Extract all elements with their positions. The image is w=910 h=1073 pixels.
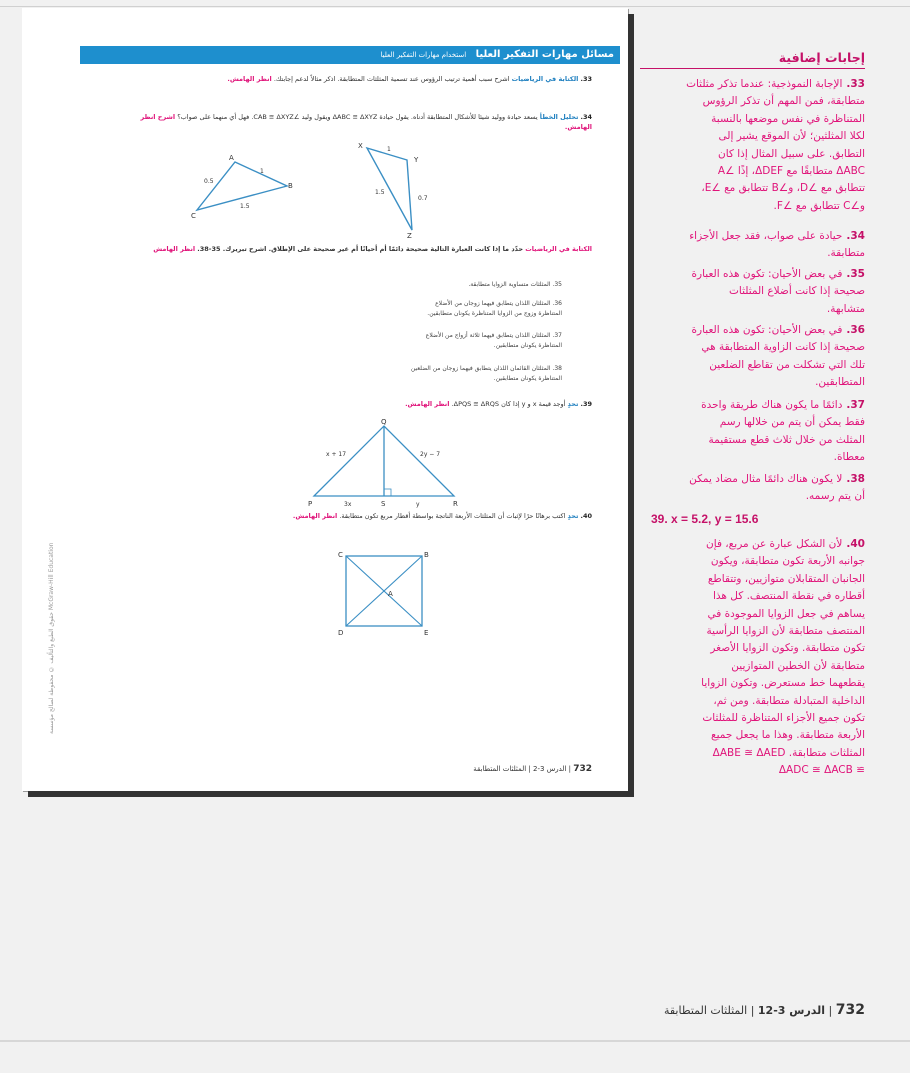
student-lesson: الدرس 3-2 xyxy=(533,765,567,773)
answer-35-line-2: متشابهة. xyxy=(826,302,865,315)
question-38-line1: 38. المثلثان القائمان اللذان يتطابق فيهما زوجان من الضلعين xyxy=(410,365,562,372)
answer-33-line-5: ΔABC متطابقًا مع ΔDEF، إذًا ∠A xyxy=(717,165,865,178)
answer-33-line-1: متطابقة، فمن المهم أن تذكر الرؤوس xyxy=(702,95,865,108)
answer-33 xyxy=(665,76,865,215)
answer-36-line-3: المتطابقين. xyxy=(815,376,865,389)
answer-34-line-1: متطابقة. xyxy=(827,247,865,260)
label-S: S xyxy=(381,500,386,508)
answer-40-number: 40. xyxy=(846,538,865,550)
q34-number: 34. xyxy=(580,113,592,121)
answer-36-number: 36. xyxy=(846,324,865,336)
answer-33-line-4: التطابق. على سبيل المثال إذا كان xyxy=(718,147,865,160)
q34-tag: تحليل الخطأ xyxy=(539,113,579,121)
question-35: 35. المثلثات متساوية الزوايا متطابقة. xyxy=(468,281,562,288)
label-P: P xyxy=(308,500,313,508)
label-E2: E xyxy=(424,629,429,637)
label-Q: Q xyxy=(381,418,387,426)
answer-37 xyxy=(665,397,865,467)
answer-34 xyxy=(665,228,865,263)
student-page-thumbnail xyxy=(22,8,628,791)
answer-40-line-4: يساهم في جعل الزوايا الموجودة في xyxy=(707,607,865,620)
banner-subtitle: استخدام مهارات التفكير العليا xyxy=(380,51,467,59)
side-xy: 1 xyxy=(387,146,391,153)
right-angle-mark xyxy=(384,489,391,496)
question-34 xyxy=(132,112,592,132)
answer-40-line-1: جوانبه الأربعة تكون متطابقة، ويكون xyxy=(710,555,865,568)
section-text: حدّد ما إذا كانت العبارة التالية صحيحة دائمًا أم أحيانًا أم غير صحيحة على الإطلاق. اشرح تبريرك. 35-38. xyxy=(197,245,524,253)
question-39 xyxy=(132,399,592,409)
q40-number: 40. xyxy=(580,512,592,520)
answer-40-line-2: الجانبان المتقابلان متوازيين، وتتقاطع xyxy=(707,572,865,585)
question-40 xyxy=(292,511,592,521)
q40-answer-ref: انظر الهامش. xyxy=(292,512,338,520)
student-page-footer: 732 | الدرس 3-2 | المثلثات المتطابقة xyxy=(473,764,592,774)
side-qr: 2y − 7 xyxy=(420,451,441,458)
lesson-label: الدرس 3-12 xyxy=(757,1004,826,1017)
question-37-line2: المتناظرة يكونان متطابقين. xyxy=(493,342,562,349)
answer-33-line-0: الإجابة النموذجية: عندما تذكر مثلثات xyxy=(686,78,843,90)
answer-33-number: 33. xyxy=(846,78,865,90)
section-instructions xyxy=(102,244,592,254)
answer-38-line-1: أن يتم رسمه. xyxy=(805,490,865,503)
student-lesson-title: المثلثات المتطابقة xyxy=(473,765,527,773)
q33-text: اشرح سبب أهمية ترتيب الرؤوس عند تسمية المثلثات المتطابقة. اذكر مثالاً لدعم إجابتك. xyxy=(273,75,510,83)
question-37-line1: 37. المثلثان اللذان يتطابق فيهما ثلاثة أزواج من الأضلاع xyxy=(425,332,562,339)
answer-37-line-2: المثلث من خلال ثلاث قطع مستقيمة xyxy=(708,433,865,446)
answer-40-line-5: المنتصف متطابقة لأن الزوايا الرأسية xyxy=(706,625,865,638)
answer-36-line-1: صحيحة إذا كانت الزاوية المتطابقة هي xyxy=(701,341,865,354)
question-36-line1: 36. المثلثان اللذان يتطابق فيهما زوجان من الأضلاع xyxy=(435,300,562,307)
q39-number: 39. xyxy=(580,400,592,408)
triangle-xyz xyxy=(367,148,412,230)
label-Y: Y xyxy=(414,156,419,164)
copyright-vertical: حقوق الطبع والتأليف © محفوظة لصالح مؤسسة McGraw-Hill Education xyxy=(48,542,55,734)
label-R: R xyxy=(453,500,458,508)
label-D2: D xyxy=(338,629,344,637)
answer-35-line-1: صحيحة إذا كانت أضلاع المثلثات xyxy=(728,285,865,298)
answer-38 xyxy=(665,471,865,506)
answer-33-line-2: المتناظرة في نفس موضعها بالنسبة xyxy=(711,112,865,125)
answer-33-line-6: تتطابق مع ∠D، و∠B تتطابق مع ∠E، xyxy=(701,182,865,195)
question-38-line2: المتناظرة يكونان متطابقين. xyxy=(493,375,562,382)
answer-40-line-10: تكون جميع الأجزاء المتناظرة للمثلثات xyxy=(702,712,865,725)
side-pq: x + 17 xyxy=(326,451,347,458)
answer-34-line-0: حيادة على صواب، فقد جعل الأجزاء xyxy=(689,230,843,242)
label-C2: C xyxy=(338,551,343,559)
page-footer: 732 | الدرس 3-12 | المثلثات المتطابقة xyxy=(663,1002,865,1018)
lesson-title: المثلثات المتطابقة xyxy=(663,1004,748,1017)
answer-35 xyxy=(665,266,865,318)
answer-40-line-0: لأن الشكل عبارة عن مربع، فإن xyxy=(706,538,843,550)
answer-37-line-1: فقط يمكن أن يتم من خلالها رسم xyxy=(719,416,865,429)
label-A: A xyxy=(229,154,234,162)
banner-title: مسائل مهارات التفكير العليا xyxy=(475,49,614,60)
answer-35-number: 35. xyxy=(846,268,865,280)
answer-40-line-6: تكون متطابقة. وتكون الزوايا الأصغر xyxy=(710,642,865,655)
q33-number: 33. xyxy=(580,75,592,83)
margin-heading: إجابات إضافية xyxy=(640,50,865,69)
question-33 xyxy=(132,74,592,84)
q33-tag: الكتابة في الرياضيات xyxy=(511,75,579,83)
side-bc: 1.5 xyxy=(240,203,250,210)
q40-tag: تحدٍ xyxy=(567,512,579,520)
side-sr: y xyxy=(416,501,420,508)
label-Z: Z xyxy=(407,232,412,238)
answer-40-line-8: يقطعهما خط مستعرض. وتكون الزوايا xyxy=(701,677,865,690)
section-answer-ref: انظر الهامش xyxy=(153,245,196,253)
side-yz: 0.7 xyxy=(418,195,428,202)
answer-35-line-0: في بعض الأحيان: تكون هذه العبارة xyxy=(691,268,843,280)
question-36-line2: المتناظرة وزوج من الزوايا المتناظرة يكونان متطابقين. xyxy=(427,310,562,317)
student-page-number: 732 xyxy=(573,764,592,774)
q39-text: أوجد قيمة x و y إذا كان ΔPQS ≅ ΔRQS. xyxy=(451,400,566,408)
answer-34-number: 34. xyxy=(846,230,865,242)
answer-40-line-12: المثلثات متطابقة. ΔABE ≅ ΔAED xyxy=(712,746,865,759)
q33-answer-ref: انظر الهامش. xyxy=(227,75,272,83)
answer-40-line-9: الداخلية المتبادلة متطابقة. ومن ثم، xyxy=(713,694,865,707)
answer-39: 39. x = 5.2, y = 15.6 xyxy=(651,512,759,526)
answer-36-line-2: تلك التي تشكلت من تقاطع الضلعين xyxy=(709,358,865,371)
answer-37-number: 37. xyxy=(846,399,865,411)
label-C: C xyxy=(191,212,196,220)
answer-37-line-3: معطاة. xyxy=(833,451,865,464)
answer-40-line-7: متطابقة لأن الخطين المتوازيين xyxy=(731,659,865,672)
answer-38-line-0: لا يكون هناك دائمًا مثال مضاد يمكن xyxy=(689,473,843,485)
q39-answer-ref: انظر الهامش. xyxy=(405,400,450,408)
bottom-divider xyxy=(0,1040,910,1042)
label-B2: B xyxy=(424,551,429,559)
section-heading: الكتابة في الرياضيات xyxy=(525,245,592,253)
q40-text: اكتب برهانًا حرًا لإثبات أن المثلثات الأربعة الناتجة بواسطة أقطار مربع تكون متطابقة. xyxy=(339,512,566,520)
answer-33-line-7: و∠C تتطابق مع ∠F. xyxy=(773,199,865,212)
side-xz: 1.5 xyxy=(375,189,385,196)
triangle-pqr xyxy=(304,416,464,516)
q39-tag: تحدٍ xyxy=(567,400,579,408)
side-ps: 3x xyxy=(344,501,352,508)
answer-40-line-13: ≅ ΔADC ≅ ΔACB xyxy=(778,764,865,777)
square-with-diagonals xyxy=(332,548,432,638)
side-ac: 0.5 xyxy=(204,178,214,185)
answer-40-line-3: أقطاره في نقطة المنتصف. كل هذا xyxy=(712,590,865,603)
answer-33-line-3: لكلا المثلثين؛ لأن الموقع يشير إلى xyxy=(718,130,865,143)
triangles-abc-xyz xyxy=(182,138,442,238)
answer-37-line-0: دائمًا ما يكون هناك طريقة واحدة xyxy=(701,399,843,411)
q34-answer-ref: اشرح انظر الهامش. xyxy=(140,113,592,131)
answer-36 xyxy=(665,322,865,392)
label-B: B xyxy=(288,182,293,190)
answer-38-number: 38. xyxy=(846,473,865,485)
side-ab: 1 xyxy=(260,168,264,175)
top-divider xyxy=(0,6,910,7)
answer-40 xyxy=(665,536,865,780)
label-X: X xyxy=(358,142,363,150)
answer-36-line-0: في بعض الأحيان: تكون هذه العبارة xyxy=(691,324,843,336)
label-A2: A xyxy=(388,590,393,598)
page-number: 732 xyxy=(835,1002,865,1018)
section-banner xyxy=(80,46,620,64)
answer-40-line-11: الأربعة متطابقة. وهذا ما يجعل جميع xyxy=(711,729,865,742)
q34-text: يسعد حيادة ووليد شيئا للأشكال المتطابقة أدناه. يقول حيادة ΔABC ≅ ΔXYZ ويقول وليد ∠CAB ≅ ΔXYZ. فهل أي منهما على صواب؟ xyxy=(177,113,538,121)
